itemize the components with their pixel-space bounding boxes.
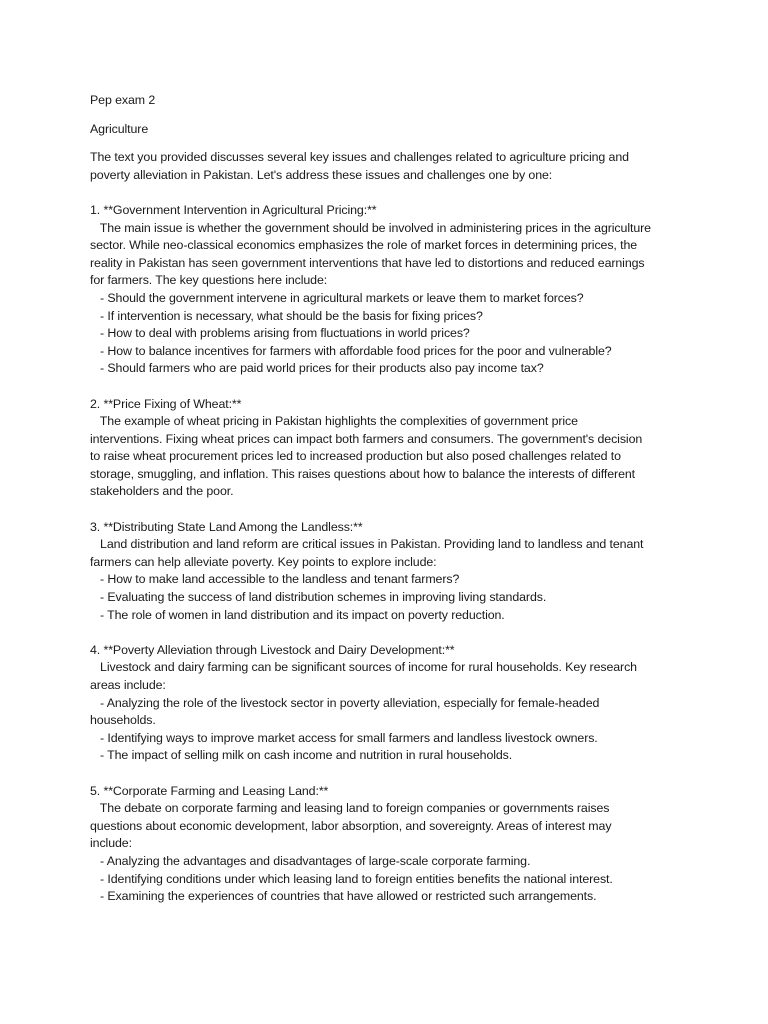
document-page: [90, 92, 690, 906]
section-5: [90, 783, 690, 906]
section-bullet: - Evaluating the success of land distribution schemes in improving living standards.: [90, 590, 547, 605]
section-4: [90, 642, 690, 765]
section-bullet: - Should the government intervene in agricultural markets or leave them to market forces?: [90, 290, 584, 305]
section-bullet: - Should farmers who are paid world prices for their products also pay income tax?: [90, 361, 544, 376]
section-line: interventions. Fixing wheat prices can impact both farmers and consumers. The government's decision: [90, 431, 643, 446]
section-line: The example of wheat pricing in Pakistan highlights the complexities of government price: [90, 414, 578, 429]
intro-line: The text you provided discusses several key issues and challenges related to agriculture pricing and: [90, 150, 629, 165]
section-line: Livestock and dairy farming can be significant sources of income for rural households. Key research: [90, 660, 637, 675]
section-bullet: - Analyzing the role of the livestock sector in poverty alleviation, especially for female-headed: [90, 695, 600, 710]
section-heading: 2. **Price Fixing of Wheat:**: [90, 396, 242, 411]
section-bullet: - The role of women in land distribution and its impact on poverty reduction.: [90, 607, 505, 622]
section-2: [90, 396, 690, 502]
section-bullet: - Identifying conditions under which leasing land to foreign entities benefits the national interest.: [90, 871, 613, 886]
section-heading: 1. **Government Intervention in Agricultural Pricing:**: [90, 202, 377, 217]
section-line: storage, smuggling, and inflation. This raises questions about how to balance the interests of different: [90, 466, 635, 481]
intro-line: poverty alleviation in Pakistan. Let's address these issues and challenges one by one:: [90, 167, 553, 182]
section-line: for farmers. The key questions here include:: [90, 273, 328, 288]
section-line: The debate on corporate farming and leasing land to foreign companies or governments raises: [90, 801, 610, 816]
section-bullet: - How to balance incentives for farmers with affordable food prices for the poor and vulnerable?: [90, 343, 612, 358]
document-subtitle: Agriculture: [90, 121, 149, 136]
section-line: The main issue is whether the government should be involved in administering prices in the agriculture: [90, 220, 651, 235]
section-3: [90, 519, 690, 625]
section-bullet: - Identifying ways to improve market access for small farmers and landless livestock owners.: [90, 730, 598, 745]
section-line: sector. While neo-classical economics emphasizes the role of market forces in determining prices, the: [90, 238, 638, 253]
section-line: reality in Pakistan has seen government interventions that have led to distortions and reduced earnings: [90, 255, 645, 270]
section-line: Land distribution and land reform are critical issues in Pakistan. Providing land to landless and tenant: [90, 537, 644, 552]
section-bullet: - Examining the experiences of countries that have allowed or restricted such arrangements.: [90, 889, 597, 904]
section-heading: 3. **Distributing State Land Among the Landless:**: [90, 519, 363, 534]
section-1: [90, 202, 690, 378]
section-bullet: - How to make land accessible to the landless and tenant farmers?: [90, 572, 460, 587]
section-line: include:: [90, 836, 132, 851]
document-title: Pep exam 2: [90, 93, 156, 107]
section-bullet: - How to deal with problems arising from fluctuations in world prices?: [90, 326, 470, 341]
section-line: stakeholders and the poor.: [90, 484, 234, 499]
section-heading: 5. **Corporate Farming and Leasing Land:**: [90, 783, 329, 798]
section-line: questions about economic development, labor absorption, and sovereignty. Areas of interest may: [90, 818, 612, 833]
section-line: areas include:: [90, 678, 166, 692]
section-bullet: - Analyzing the advantages and disadvantages of large-scale corporate farming.: [90, 853, 531, 868]
section-line: farmers can help alleviate poverty. Key points to explore include:: [90, 554, 437, 569]
section-bullet: - If intervention is necessary, what should be the basis for fixing prices?: [90, 308, 483, 323]
section-line: to raise wheat procurement prices led to increased production but also posed challenges related to: [90, 449, 621, 464]
section-line: households.: [90, 713, 156, 728]
section-bullet: - The impact of selling milk on cash income and nutrition in rural households.: [90, 748, 513, 763]
section-heading: 4. **Poverty Alleviation through Livestock and Dairy Development:**: [90, 642, 455, 657]
